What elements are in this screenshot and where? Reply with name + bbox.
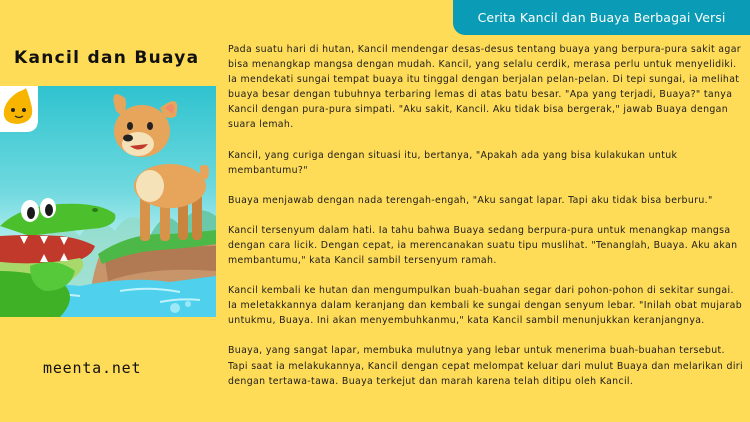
story-paragraph: Kancil, yang curiga dengan situasi itu, bertanya, "Apakah ada yang bisa kulakukan untuk membantumu?": [228, 149, 678, 176]
story-paragraph: Buaya menjawab dengan nada terengah-engah, "Aku sangat lapar. Tapi aku tidak bisa berburu.": [228, 194, 713, 206]
story-paragraph: Pada suatu hari di hutan, Kancil mendengar desas-desus tentang buaya yang berpura-pura sakit agar bisa menangkap mangsa dengan mudah. Kancil, yang selalu cerdik, merasa perlu untuk menyelidiki. Ia mendekati sungai tempat buaya itu tinggal dengan berjalan pelan-pelan. Di tepi sungai, ia melihat buaya besar dengan tubuhnya terbaring lemas di atas batu besar. "Apa yang terjadi, Buaya?" tanya Kancil dengan pura-pura simpati. "Aku sakit, Kancil. Aku tidak bisa bergerak," jawab Buaya dengan suara lemah.: [228, 44, 741, 131]
banner-title: Cerita Kancil dan Buaya Berbagai Versi: [477, 10, 726, 25]
page-title: Kancil dan Buaya: [14, 48, 200, 68]
kancil-buaya-illustration: [0, 86, 216, 317]
story-text: [228, 42, 744, 389]
story-paragraph: Buaya, yang sangat lapar, membuka mulutnya yang lebar untuk menerima buah-buahan tersebut. Tapi saat ia melakukannya, Kancil dengan cepat melompat keluar dari mulut Buaya dan melarikan diri dengan tertawa-tawa. Buaya terkejut dan marah karena telah ditipu oleh Kancil.: [228, 345, 743, 387]
site-name: meenta.net: [43, 359, 142, 377]
header-banner: [453, 0, 750, 35]
story-paragraph: Kancil tersenyum dalam hati. Ia tahu bahwa Buaya sedang berpura-pura untuk menangkap mangsa dengan cara licik. Dengan cepat, ia merencanakan suatu tipu muslihat. "Tenanglah, Buaya. Aku akan membantumu," kata Kancil sambil tersenyum ramah.: [228, 224, 738, 267]
story-illustration: [0, 86, 216, 317]
story-paragraph: Kancil kembali ke hutan dan mengumpulkan buah-buahan segar dari pohon-pohon di sekitar sungai. Ia meletakkannya dalam keranjang dan kembali ke sungai dengan senyum lebar. "Inilah obat mujarab untukmu, Buaya. Ini akan menyembuhkanmu," kata Kancil sambil menunjukkan keranjangnya.: [228, 285, 743, 327]
drop-mascot-logo: [0, 86, 38, 132]
